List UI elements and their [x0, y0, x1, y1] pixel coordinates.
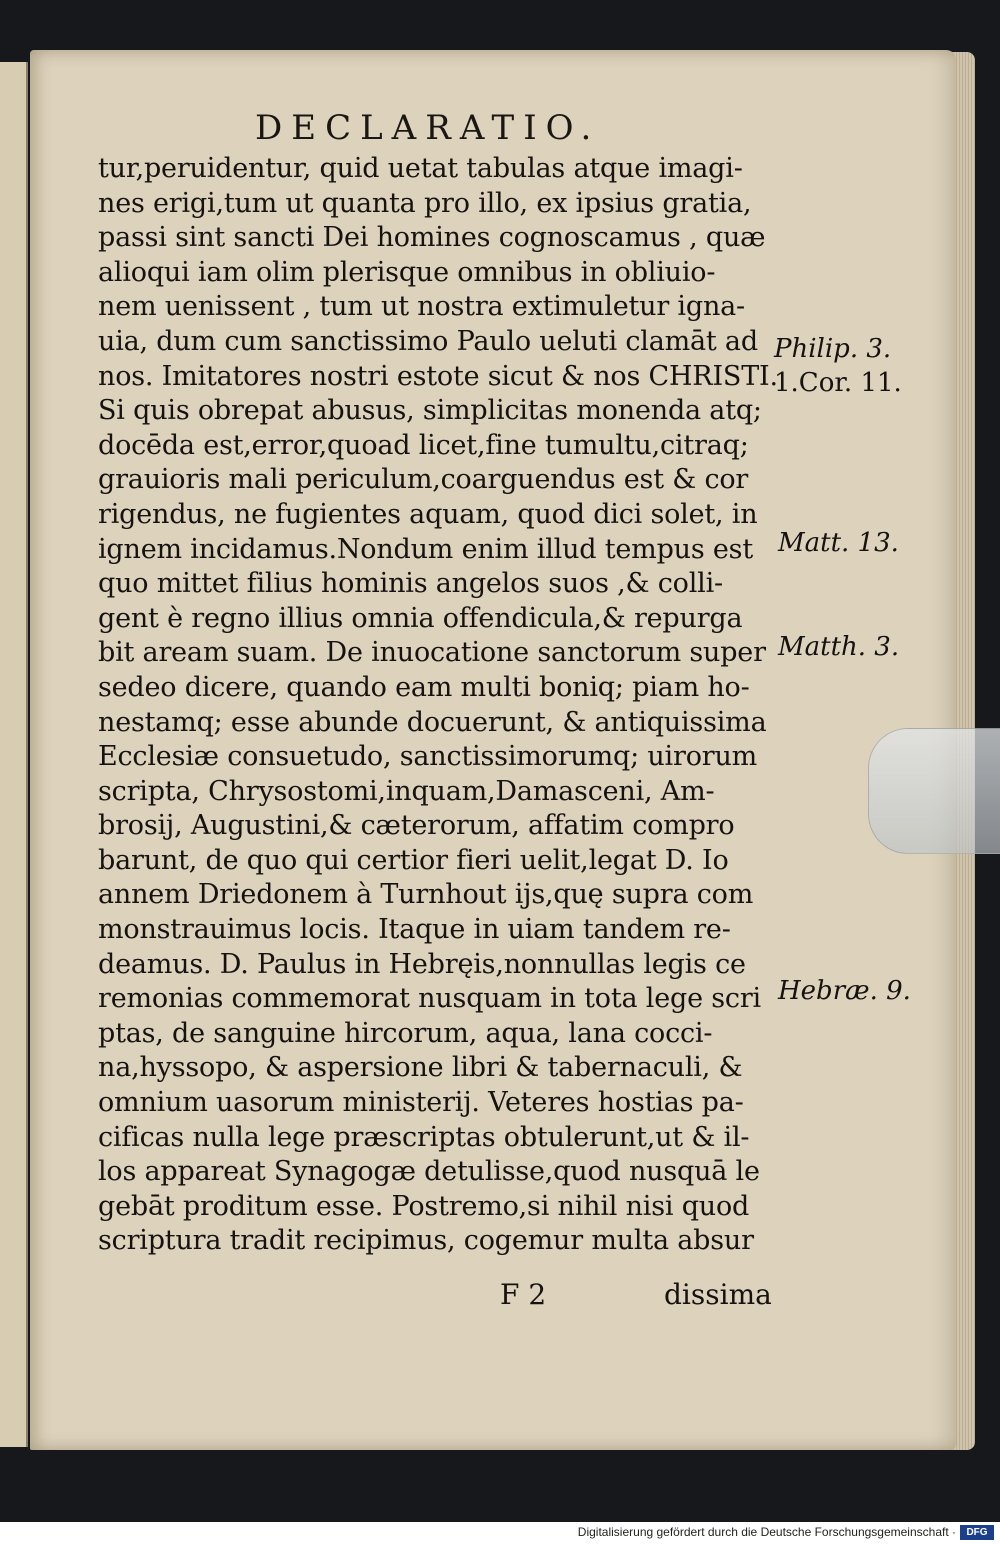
text-line: deamus. D. Paulus in Hebręis,nonnullas legis ce [98, 948, 746, 980]
dfg-logo: DFG [960, 1525, 994, 1540]
facing-page-edge [0, 62, 28, 1447]
text-line: remonias commemorat nusquam in tota lege scri [98, 983, 761, 1015]
text-line: barunt, de quo qui certior fieri uelit,legat D. Io [98, 844, 729, 876]
text-line: grauioris mali periculum,coarguendus est & cor [98, 464, 749, 496]
text-line: monstrauimus locis. Itaque in uiam tandem re- [98, 914, 731, 946]
text-line: quo mittet filius hominis angelos suos ,& colli- [98, 568, 723, 600]
text-line: omnium uasorum ministerij. Veteres hostias pa- [98, 1087, 744, 1119]
text-line: Ecclesiæ consuetudo, sanctissimorumq; uirorum [98, 741, 758, 773]
body-text [98, 152, 778, 1259]
text-line: nes erigi,tum ut quanta pro illo, ex ipsius gratia, [98, 187, 752, 219]
text-line: docēda est,error,quoad licet,fine tumultu,citraq; [98, 429, 749, 461]
text-line: annem Driedonem à Turnhout ijs,quę supra com [98, 879, 754, 911]
margin-note-matt: Matt. 13. [778, 528, 899, 558]
text-line: nem uenissent , tum ut nostra extimuletur igna- [98, 291, 745, 323]
footer-credit: Digitalisierung gefördert durch die Deutsche Forschungsgemeinschaft · [577, 1525, 956, 1539]
margin-note-hebr: Hebræ. 9. [778, 976, 911, 1006]
text-line: nos. Imitatores nostri estote sicut & nos CHRISTI. [98, 360, 778, 392]
text-line: gebāt proditum esse. Postremo,si nihil nisi quod [98, 1190, 750, 1222]
running-header: DECLARATIO. [255, 108, 601, 148]
text-line: ptas, de sanguine hircorum, aqua, lana cocci- [98, 1017, 713, 1049]
text-line: los appareat Synagogæ detulisse,quod nusquā le [98, 1156, 760, 1188]
catchword: dissima [664, 1278, 772, 1311]
margin-note-matth: Matth. 3. [778, 632, 900, 662]
text-line: scriptura tradit recipimus, cogemur multa absur [98, 1225, 754, 1257]
page-clip [868, 728, 1000, 854]
text-line: sedeo dicere, quando eam multi boniq; piam ho- [98, 671, 750, 703]
text-line: bit aream suam. De inuocatione sanctorum super [98, 637, 766, 669]
text-line: scripta, Chrysostomi,inquam,Damasceni, Am- [98, 775, 715, 807]
text-line: uia, dum cum sanctissimo Paulo ueluti clamāt ad [98, 325, 758, 357]
text-line: alioqui iam olim plerisque omnibus in obliuio- [98, 256, 716, 288]
text-line: ignem incidamus.Nondum enim illud tempus est [98, 533, 753, 565]
text-line: passi sint sancti Dei homines cognoscamus , quæ [98, 222, 766, 254]
text-line: gent è regno illius omnia offendicula,& repurga [98, 602, 743, 634]
signature-mark: F 2 [500, 1278, 547, 1311]
text-line: cificas nulla lege præscriptas obtulerunt,ut & il- [98, 1121, 750, 1153]
text-line: na,hyssopo, & aspersione libri & tabernaculi, & [98, 1052, 743, 1084]
margin-note-cor: 1.Cor. 11. [774, 368, 902, 398]
text-line: brosij, Augustini,& cæterorum, affatim compro [98, 810, 735, 842]
margin-note-philip: Philip. 3. [774, 334, 892, 364]
text-line: rigendus, ne fugientes aquam, quod dici solet, in [98, 498, 758, 530]
text-line: Si quis obrepat abusus, simplicitas monenda atq; [98, 395, 762, 427]
text-line: nestamq; esse abunde docuerunt, & antiquissima [98, 706, 767, 738]
text-line: tur,peruidentur, quid uetat tabulas atque imagi- [98, 153, 743, 184]
